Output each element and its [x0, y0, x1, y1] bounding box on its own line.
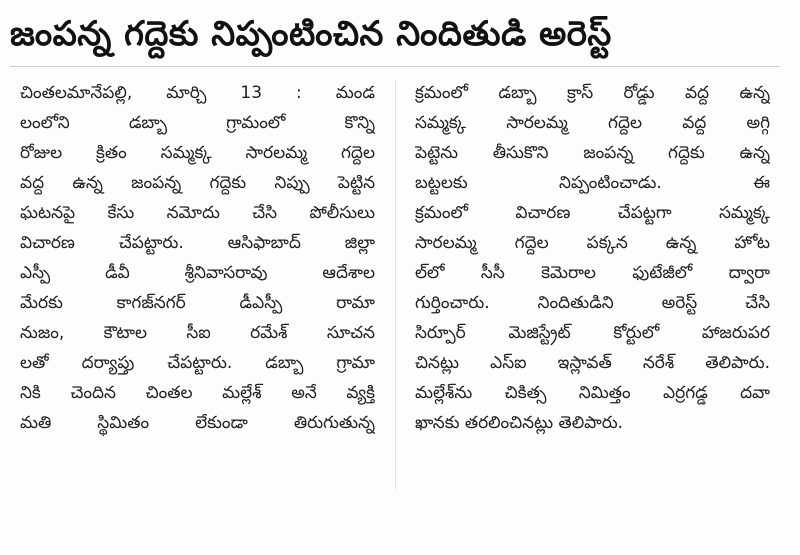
body-line: సమ్మక్క సారలమ్మ గద్దెల వద్ద అగ్గి: [415, 113, 770, 133]
body-line: లతో దర్యాప్తు చేపట్టారు. డబ్బా గ్రామా: [20, 353, 375, 373]
body-line: బట్టలకు నిప్పంటించాడు. ఈ: [415, 173, 770, 193]
body-line: ఘటనపై కేసు నమోదు చేసి పోలీసులు: [20, 203, 375, 223]
body-line: మల్లేశ్‌ను చికిత్స నిమిత్తం ఎర్రగడ్డ దవా: [415, 383, 770, 403]
headline-divider: [10, 66, 780, 67]
body-line: ల్‌లో సీసీ కెమెరాల ఫుటేజీలో ద్వారా: [415, 263, 770, 283]
body-line: చినట్లు ఎస్ఐ ఇస్లావత్ నరేశ్ తెలిపారు.: [415, 353, 770, 373]
column-gutter: [395, 80, 396, 490]
body-line: రోజుల క్రితం సమ్మక్క సారలమ్మ గద్దెల: [20, 143, 375, 163]
article-column-right: [415, 78, 770, 438]
body-line: మేరకు కాగజ్‌నగర్ డీఎస్పీ రామా: [20, 293, 375, 313]
body-line: క్రమంలో డబ్బా క్రాస్ రోడ్డు వద్ద ఉన్న: [415, 83, 770, 103]
body-line: సారలమ్మ గద్దెల పక్కన ఉన్న హోట: [415, 233, 770, 253]
article-column-left: [20, 78, 375, 438]
body-line: ఖానకు తరలించినట్లు తెలిపారు.: [415, 413, 624, 433]
body-line: క్రమంలో విచారణ చేపట్టగా సమ్మక్క: [415, 203, 770, 223]
body-line: లంలోని డబ్బా గ్రామంలో కొన్ని: [20, 113, 375, 133]
article-headline: జంపన్న గద్దెకు నిప్పంటించిన నిందితుడి అరెస్ట్: [10, 14, 612, 54]
body-line: నుజం, కౌటాల సీఐ రమేశ్ సూచన: [20, 323, 375, 343]
body-line: మతి స్థిమితం లేకుండా తిరుగుతున్న: [20, 413, 375, 433]
body-line: వద్ద ఉన్న జంపన్న గద్దెకు నిప్పు పెట్టిన: [20, 173, 375, 193]
body-line: విచారణ చేపట్టారు. ఆసిఫాబాద్ జిల్లా: [20, 233, 375, 253]
body-line: సిర్పూర్ మెజిస్ట్రేట్ కోర్టులో హాజరుపర: [415, 323, 770, 343]
body-line: పెట్టెను తీసుకొని జంపన్న గద్దెకు ఉన్న: [415, 143, 770, 163]
body-line: ఎస్పీ డీవీ శ్రీనివాసరావు ఆదేశాల: [20, 263, 375, 283]
body-line: చింతలమానేపల్లి, మార్చి 13 : మండ: [20, 83, 375, 103]
body-line: గుర్తించారు. నిందితుడిని అరెస్ట్ చేసి: [415, 293, 770, 313]
body-line: నికి చెందిన చింతల మల్లేశ్ అనే వ్యక్తి: [20, 383, 375, 403]
